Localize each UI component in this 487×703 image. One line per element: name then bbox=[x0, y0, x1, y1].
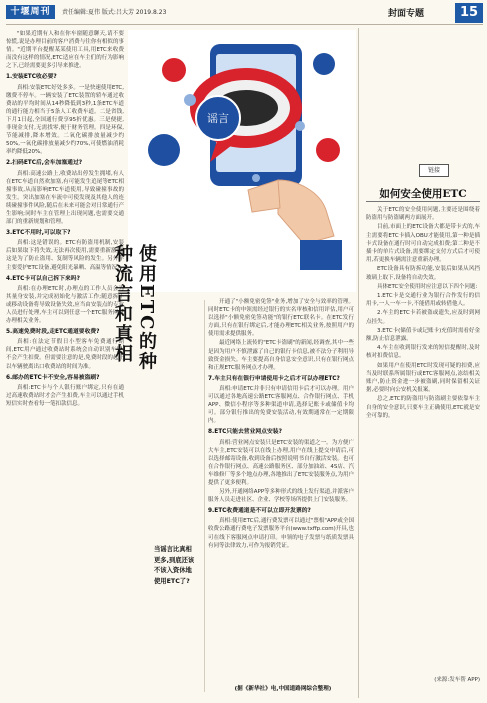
sidebar-paragraph: 目前,市面上的ETC设备大都是带卡式的,车主需要将ETC卡插入OBU才能使用,第一种是插卡式设备在通行时可自动完成扣费;第二种是不插卡的单片式设备,需要绑定支付方式后才可使用,若更换车辆需注意重新办理。 bbox=[366, 224, 480, 264]
article-subheading: 2.扫码ETC后,会车加塞通过? bbox=[6, 160, 83, 167]
sidebar-paragraph: 具体ETC安全使用时应注意以下四个问题: bbox=[377, 283, 478, 290]
article-paragraph: 真相:申请ETC并非只有申请信用卡后才可以办理。用户可以通过各地高速公路ETC客服网点、合作银行网点、手机APP、微信小程序等多种渠道申请,选择记账卡或储值卡均可。部分银行推出的免费安装活动,有效期通常在一定期限内。 bbox=[208, 385, 354, 425]
article-paragraph: 另外,开通网络APP等多种形式的线上发行渠道,并派客户服务人员走进社区、企业、学校等场所提供上门安装服务。 bbox=[208, 489, 354, 504]
sidebar-paragraph: 3.ETC卡(储值卡或记账卡)充值时需看好金额,防止信息泄露。 bbox=[366, 327, 480, 343]
page-number: 15 bbox=[455, 3, 483, 23]
article-paragraph: 真相:使用ETC后,通行费发票可以通过"票根"APP或全国收费公路通行费电子发票服务平台(www.txffp.com)开具,也可在线下客服网点申请打印。申领的电子发票与纸质发票具有同等法律效力,可作为报销凭证。 bbox=[208, 518, 354, 549]
art-word: 谣言 bbox=[207, 112, 229, 125]
link-tag: 链接 bbox=[419, 164, 449, 177]
article-paragraph: 真相:这是错误的。ETC有防盗用机制,安装后如果取下将失效,无法再次使用,需要重新激活,这是为了防止盗用、复制等风险的发生。另外车主要爱护ETC设备,避免阳光暴晒、高温等情况。 bbox=[6, 240, 124, 271]
sidebar-paragraph: 1.ETC卡是交通行业为银行合作发行的信用卡,一人一车一卡,不能借用或转借他人。 bbox=[366, 293, 480, 308]
sidebar-paragraph: ETC设备具有防拆功能,安装后如果从风挡玻璃上取下,设备将自动失效。 bbox=[366, 266, 480, 281]
article-subheading: 9.ETC收费通道是不可以立即开发票的? bbox=[208, 508, 311, 515]
section-title: 封面专题 bbox=[388, 9, 425, 19]
article-paragraph: 真相:营业网点安装只是ETC安装的渠道之一。为方便广大车主,ETC安装可以在线上办理,用户在线上提交申请后,可以选择邮寄设备,收到设备后按照说明书自行激活安装。也可在合作银行网点、高速公路服务区、部分加油站、4S店、汽车维修厂等多个地点办理,各地推出了ETC安装服务点,为用户提供了更多便利。 bbox=[208, 439, 354, 486]
editor-credit-line: 责任编辑:夏伟 版式:吕大芳 2019.8.23 bbox=[62, 9, 167, 16]
sidebar-paragraph: 4.车主在收到银行发来的短信提醒时,及时核对扣费信息。 bbox=[366, 345, 480, 360]
pull-quote: 当谣言比真相更多,到底还该不该入资休地使用ETC了? bbox=[154, 546, 195, 585]
newspaper-logo: 十堰周刊 bbox=[6, 5, 55, 19]
masthead bbox=[0, 0, 487, 26]
article-paragraph: 真相:高速公路上,收费站出停发生拥堵,有人在ETC车道自然欢加塞,有可能发生追尾等ETC相撞事故,从而影响ETC车道使用,导致碰撞事故的发生。突出加塞在车流中可使发现及其他人的连续碰撞事件风险,随后在未来可能会对日常通行产生影响;同时车主在管理上出现问题,也需要交通部门的重新规划和管理。 bbox=[6, 170, 124, 226]
sidebar-paragraph: 关于ETC的安全使用问题,主要还是围绕着防盗用与防盗刷两方面展开。 bbox=[366, 207, 480, 222]
sidebar-title-rule bbox=[366, 201, 480, 202]
sidebar-body bbox=[366, 206, 480, 670]
article-source-note: (据《新华社》电,中国道路网综合整理) bbox=[234, 686, 332, 692]
article-paragraph: 真相:在法定节假日小型客车免费通行期间,ETC用户通过收费站时系统会自动识别车型,不会产生扣费。但需要注意的是,免费时段的起止以车辆驶离出口收费站的时间为准。 bbox=[6, 339, 124, 370]
article-subheading: 4.ETC卡可以自己拆下来吗? bbox=[6, 275, 80, 282]
article-paragraph: 真相:ETC卡与个人银行账户绑定,只有在通过高速收费站时才会产生扣费,车主可以通过手机短信实时查看每一笔扣款信息。 bbox=[6, 384, 124, 407]
sidebar-source: (来源:发车帮 APP) bbox=[434, 677, 480, 683]
article-subheading: 6.邮办的ETC卡不安全,容易被盗刷? bbox=[6, 374, 100, 381]
article-column-1 bbox=[6, 30, 124, 694]
article-subheading: 7.车主只有在银行申请使用卡之后才可以办理ETC? bbox=[208, 375, 340, 382]
article-subheading: 1.安装ETC收必要? bbox=[6, 74, 57, 81]
sidebar-title: 如何安全使用ETC bbox=[379, 188, 467, 200]
sidebar-paragraph: 如果用户在使用ETC时发现可疑的扣费,应当及时联系所属银行或ETC客服网点,冻结相关账户,防止资金进一步被盗刷,同时保留相关证据,必要时向公安机关报案。 bbox=[366, 362, 480, 394]
article-subheading: 8.ETC只能去营业网点安装? bbox=[208, 429, 282, 436]
header-rule bbox=[6, 24, 483, 25]
article-paragraph: 开通了"小额免密免签"业务,增加了安全与效率的管理。同时ETC卡的申领需经过银行的实名审核和信用评估,用户可以选择"小额免密免签功能"的银行ETC联名卡。在ETC发行方面,只有在银行绑定后,才能办理ETC相关业务,按照用户的使用需求提供服务。 bbox=[208, 299, 354, 338]
article-subheading: 3.ETC不用时,可以取下? bbox=[6, 230, 71, 237]
article-column-2 bbox=[208, 298, 354, 678]
article-subheading: 5.高速免费时段,走ETC通道要收费? bbox=[6, 329, 100, 336]
sidebar-paragraph: 2.车主的ETC卡若被盗或遗失,应及时到网点挂失。 bbox=[366, 310, 480, 325]
article-paragraph: "如果近期有人和在你车窗随意聊天,请不要惊慌,说是办理目前的客户消费与往你有相似的事情。"近期平台提醒某某使用工具,用ETC来收费而没有这样的情况,ETC适应在车主们的行为影响之下,已经需要更多引导来推进。 bbox=[6, 31, 124, 70]
article-paragraph: 真相:在办理ETC时,办理点的工作人员会为其量身安装,并完成初始化与激活工作;随意拆下或移动设备将导致设备失效,应当由安装点的专业人员进行处理,车主可以到任意一个ETC服务网点办理相关业务。 bbox=[6, 285, 124, 325]
feature-headline: 使用ETC的种种流言和真相 bbox=[112, 244, 157, 372]
article-paragraph: 最近网络上流传的"ETC卡盗刷"的新闻,经调查,其中一些是因为用户不慎泄露了自己的银行卡信息,被不法分子利用导致资金损失。车主要提高自身信息安全意识,只有在银行网点和正规ETC服务网点才办理。 bbox=[208, 340, 354, 371]
sidebar-paragraph: 总之,ETC的防盗用与防盗刷主要依靠车主自身的安全意识,只要车主正确使用,ETC就是安全可靠的。 bbox=[366, 396, 480, 419]
article-paragraph: 真相:安装ETC好处多多。一是快速使用ETC,缴费不停车。一辆安装了ETC装置的轿车通过收费站的平均时间从14秒降低到3秒,1条ETC车道的通行能力相当于5条人工收费车道。二是省钱,下月1日起,全国通行费享95折优惠。三是便捷,非现金支付,无需找零,便于财务管理。四是环保,节能减排,降本增效。二氧化碳排放量减少约50%,一氧化碳排放量减少约70%,可使燃油消耗率约降低20%。 bbox=[6, 84, 124, 156]
rumor-phone-illustration bbox=[128, 30, 356, 292]
sidebar-divider bbox=[358, 28, 359, 698]
column-divider bbox=[204, 300, 205, 692]
